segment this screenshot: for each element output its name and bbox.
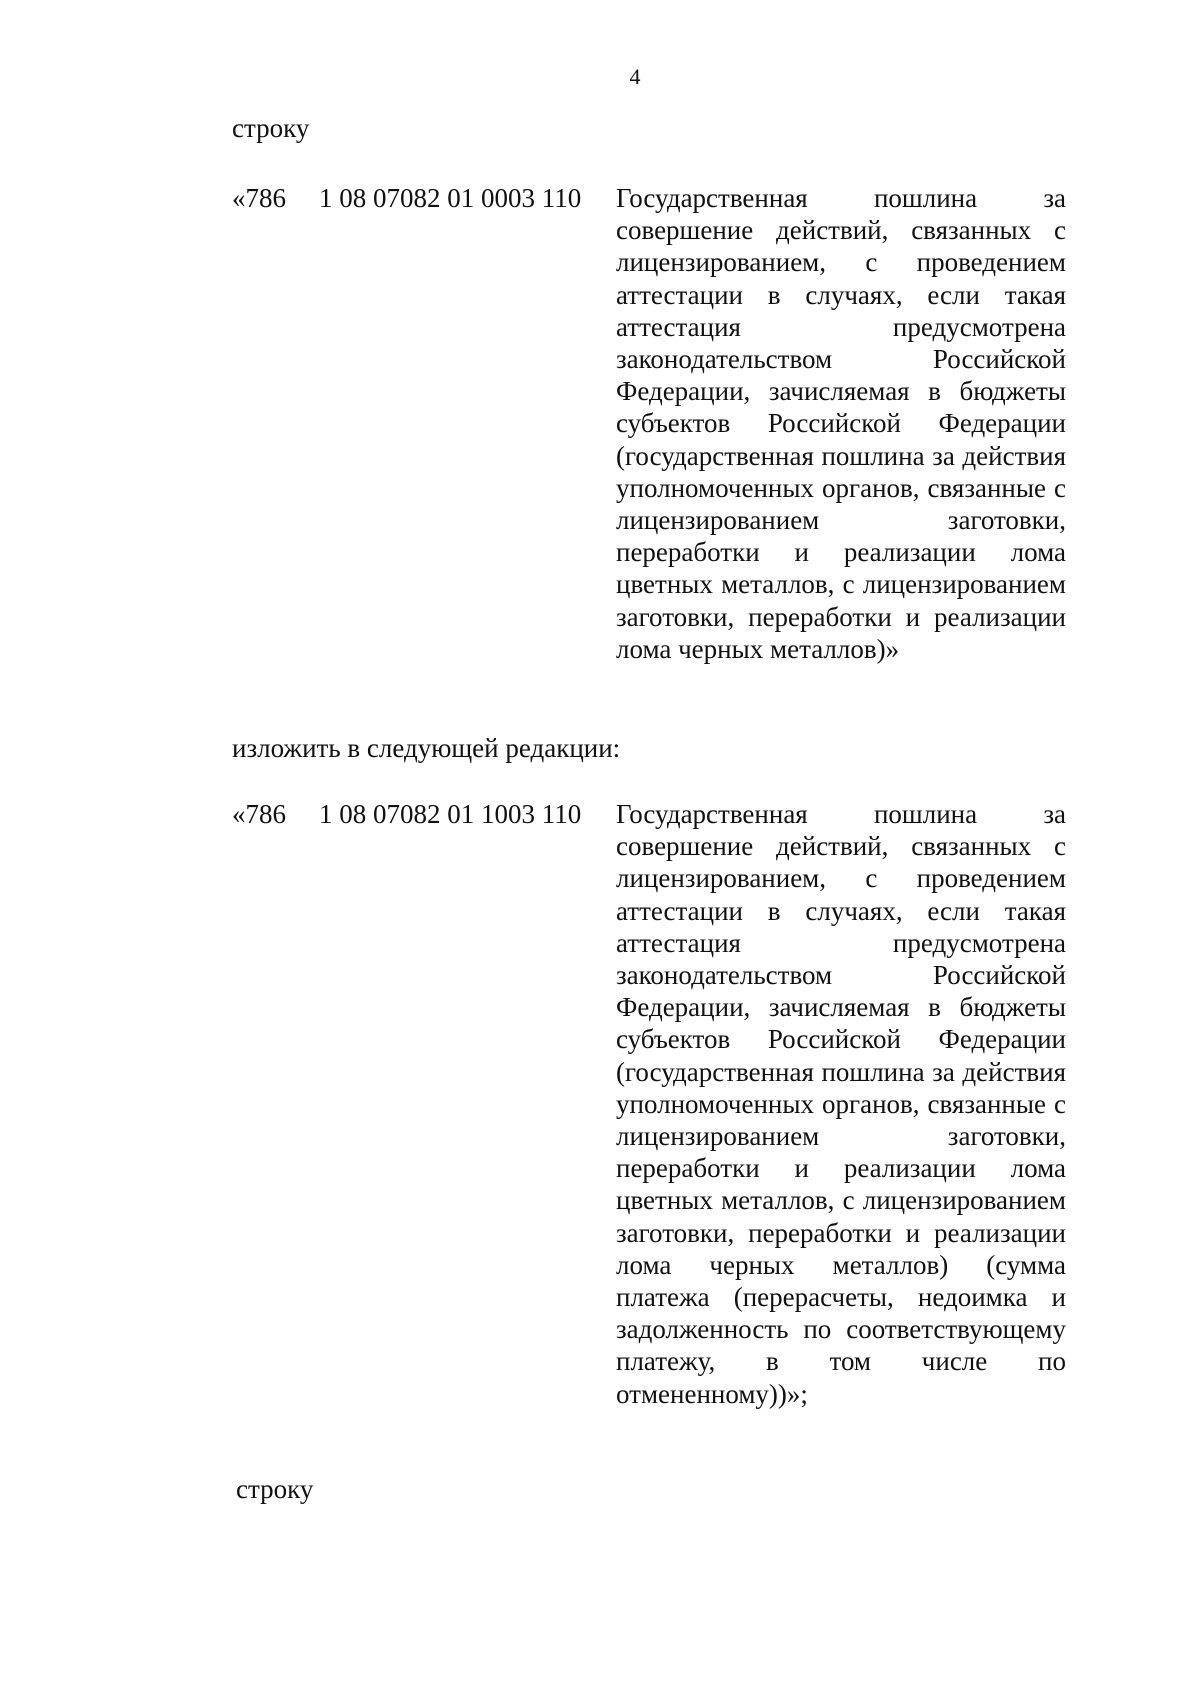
replace-label: изложить в следующей редакции: <box>232 733 621 763</box>
new-row-prefix: «786 <box>232 799 286 829</box>
old-row-prefix: «786 <box>232 183 286 213</box>
old-row-description: Государственная пошлина за совершение действий, связанных с лицензированием, с проведением аттестации в случаях, если такая аттестация предусмотрена законодательством Российской Федерации, зачисляемая в бюджеты субъектов Российской Федерации (государственная пошлина за действия уполномоченных органов, связанные с лицензированием заготовки, переработки и реализации лома цветных металлов, с лицензированием заготовки, переработки и реализации лома черных металлов)» <box>616 183 1066 664</box>
new-row-description: Государственная пошлина за совершение действий, связанных с лицензированием, с проведением аттестации в случаях, если такая аттестация предусмотрена законодательством Российской Федерации, зачисляемая в бюджеты субъектов Российской Федерации (государственная пошлина за действия уполномоченных органов, связанные с лицензированием заготовки, переработки и реализации лома цветных металлов, с лицензированием заготовки, переработки и реализации лома черных металлов) (сумма платежа (перерасчеты, недоимка и задолженность по соответствующему платежу, в том числе по отмененному))»; <box>616 799 1066 1409</box>
old-row-kbk-code: 1 08 07082 01 0003 110 <box>319 183 582 213</box>
new-row-kbk-code: 1 08 07082 01 1003 110 <box>319 799 582 829</box>
page-number: 4 <box>629 64 641 89</box>
intro-label: строку <box>232 113 310 143</box>
next-label: строку <box>236 1474 314 1504</box>
